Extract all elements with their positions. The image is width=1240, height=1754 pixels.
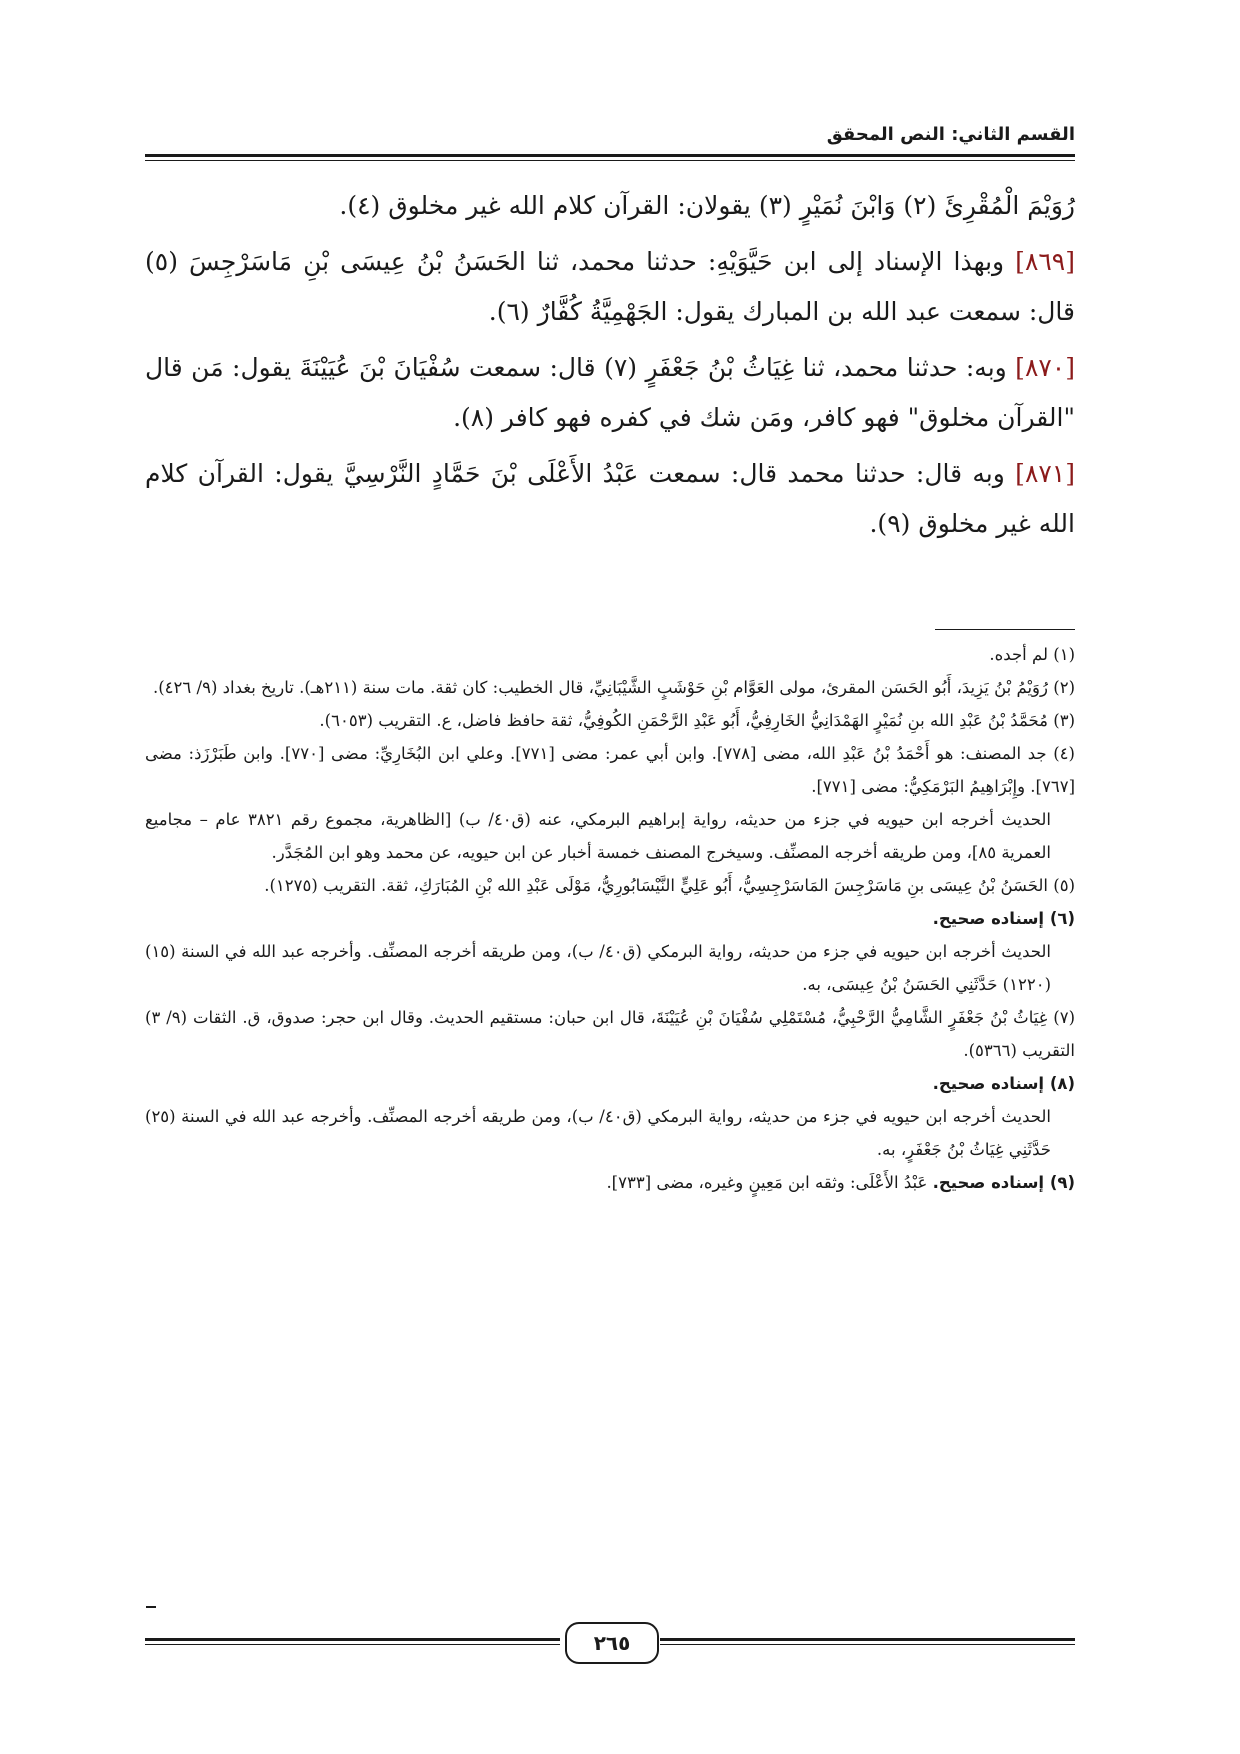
footer-rule-right [660, 1638, 1075, 1645]
footnote-text: (٧) غِيَاثُ بْنُ جَعْفَرٍ الشَّامِيُّ الرَّحْبِيُّ، مُسْتَمْلِي سُفْيَانَ بْنِ عُيَيْنَةَ، قال ابن حبان: مستقيم الحديث. وقال ابن حجر: صدوق، ق. الثقات (٩/ ٣) التقريب (٥٣٦٦). [145, 1008, 1075, 1060]
footnote [145, 1166, 1075, 1199]
footnote [145, 638, 1075, 671]
paragraph-number: [٨٧٠] [1015, 353, 1075, 382]
footnote [145, 704, 1075, 737]
footnote-text: الحديث أخرجه ابن حيويه في جزء من حديثه، رواية إبراهيم البرمكي، عنه (ق٤٠/ ب) [الظاهرية، مجموع رقم ٣٨٢١ عام – مجاميع العمرية ٨٥]، ومن طريقه أخرجه المصنِّف. وسيخرج المصنف خمسة أخبار عن ابن حيويه، عن محمد وهو ابن المُجَدَّر. [145, 810, 1051, 862]
footnote-text: الحديث أخرجه ابن حيويه في جزء من حديثه، رواية البرمكي (ق٤٠/ ب)، ومن طريقه أخرجه المصنِّف. وأخرجه عبد الله في السنة (١٥) (١٢٢٠) حَدَّثَنِي الحَسَنُ بْنُ عِيسَى، به. [145, 942, 1051, 994]
footnote [145, 1001, 1075, 1067]
paragraph [145, 449, 1075, 549]
footnote-bold: (٩) إسناده صحيح. [932, 1173, 1075, 1192]
footnote-text: (٥) الحَسَنُ بْنُ عِيسَى بنِ مَاسَرْجِسَ المَاسَرْجِسِيُّ، أَبُو عَلِيٍّ النَّيْسَابُورِيُّ، مَوْلَى عَبْدِ الله بْنِ المُبَارَكِ، ثقة. التقريب (١٢٧٥). [264, 876, 1075, 895]
margin-dash [146, 1606, 156, 1608]
paragraph-text: رُوَيْمَ الْمُقْرِئَ (٢) وَابْنَ نُمَيْرٍ (٣) يقولان: القرآن كلام الله غير مخلوق (٤). [339, 191, 1075, 220]
footnote [145, 671, 1075, 704]
paragraph [145, 181, 1075, 231]
page [145, 120, 1075, 1199]
footnote-continuation [145, 935, 1075, 1001]
footnotes [145, 638, 1075, 1199]
footnote-text: (١) لم أجده. [989, 645, 1075, 664]
paragraph [145, 343, 1075, 443]
page-footer [145, 1618, 1075, 1668]
paragraph-number: [٨٦٩] [1015, 247, 1075, 276]
footnote-text: الحديث أخرجه ابن حيويه في جزء من حديثه، رواية البرمكي (ق٤٠/ ب)، ومن طريقه أخرجه المصنِّف. وأخرجه عبد الله في السنة (٢٥) حَدَّثَنِي غِيَاثُ بْنُ جَعْفَرٍ، به. [145, 1107, 1051, 1159]
footnote-continuation [145, 803, 1075, 869]
footnote-text: (٣) مُحَمَّدُ بْنُ عَبْدِ الله بنِ نُمَيْرٍ الهَمْدَانِيُّ الخَارِفِيُّ، أَبُو عَبْدِ الرَّحْمَنِ الكُوفِيُّ، ثقة حافظ فاضل، ع. التقريب (٦٠٥٣). [319, 711, 1075, 730]
header-rule [145, 154, 1075, 161]
paragraph-number: [٨٧١] [1015, 459, 1075, 488]
paragraph-text: وبهذا الإسناد إلى ابن حَيَّوَيْهِ: حدثنا محمد، ثنا الحَسَنُ بْنُ عِيسَى بْنِ مَاسَرْجِسَ (٥) قال: سمعت عبد الله بن المبارك يقول: الجَهْمِيَّةُ كُفَّارٌ (٦). [145, 247, 1075, 326]
footnote-text: عَبْدُ الأَعْلَى: وثقه ابن مَعِينٍ وغيره، مضى [٧٣٣]. [606, 1173, 933, 1192]
footnote-separator [935, 629, 1075, 630]
footnote-bold: (٦) إسناده صحيح. [932, 909, 1075, 928]
running-title: القسم الثاني: النص المحقق [826, 124, 1075, 145]
footnote-continuation [145, 1100, 1075, 1166]
footnote-text: (٢) رُوَيْمُ بْنُ يَزِيدَ، أَبُو الحَسَن المقرئ، مولى العَوَّام بْنِ حَوْشَبٍ الشَّيْبَانِيِّ، قال الخطيب: كان ثقة. مات سنة (٢١١هـ). تاريخ بغداد (٩/ ٤٢٦). [152, 678, 1075, 697]
footnote [145, 737, 1075, 803]
footnote [145, 1067, 1075, 1100]
footnote [145, 869, 1075, 902]
main-text [145, 181, 1075, 549]
page-number: ٢٦٥ [565, 1622, 659, 1664]
footnote-text: (٤) جد المصنف: هو أَحْمَدُ بْنُ عَبْدِ الله، مضى [٧٧٨]. وابن أبي عمر: مضى [٧٧١]. وعلي ابن البُخَارِيِّ: مضى [٧٧٠]. وابن طَبَرْزَذ: مضى [٧٦٧]. وإِبْرَاهِيمُ البَرْمَكِيُّ: مضى [٧٧١]. [145, 744, 1075, 796]
paragraph-text: وبه قال: حدثنا محمد قال: سمعت عَبْدُ الأَعْلَى بْنَ حَمَّادٍ النَّرْسِيَّ يقول: القرآن كلام الله غير مخلوق (٩). [145, 459, 1075, 538]
paragraph [145, 237, 1075, 337]
footer-rule-left [145, 1638, 560, 1645]
footnote-bold: (٨) إسناده صحيح. [932, 1074, 1075, 1093]
paragraph-text: وبه: حدثنا محمد، ثنا غِيَاثُ بْنُ جَعْفَرٍ (٧) قال: سمعت سُفْيَانَ بْنَ عُيَيْنَةَ يقول: مَن قال "القرآن مخلوق" فهو كافر، ومَن شك في كفره فهو كافر (٨). [145, 353, 1075, 432]
footnote [145, 902, 1075, 935]
